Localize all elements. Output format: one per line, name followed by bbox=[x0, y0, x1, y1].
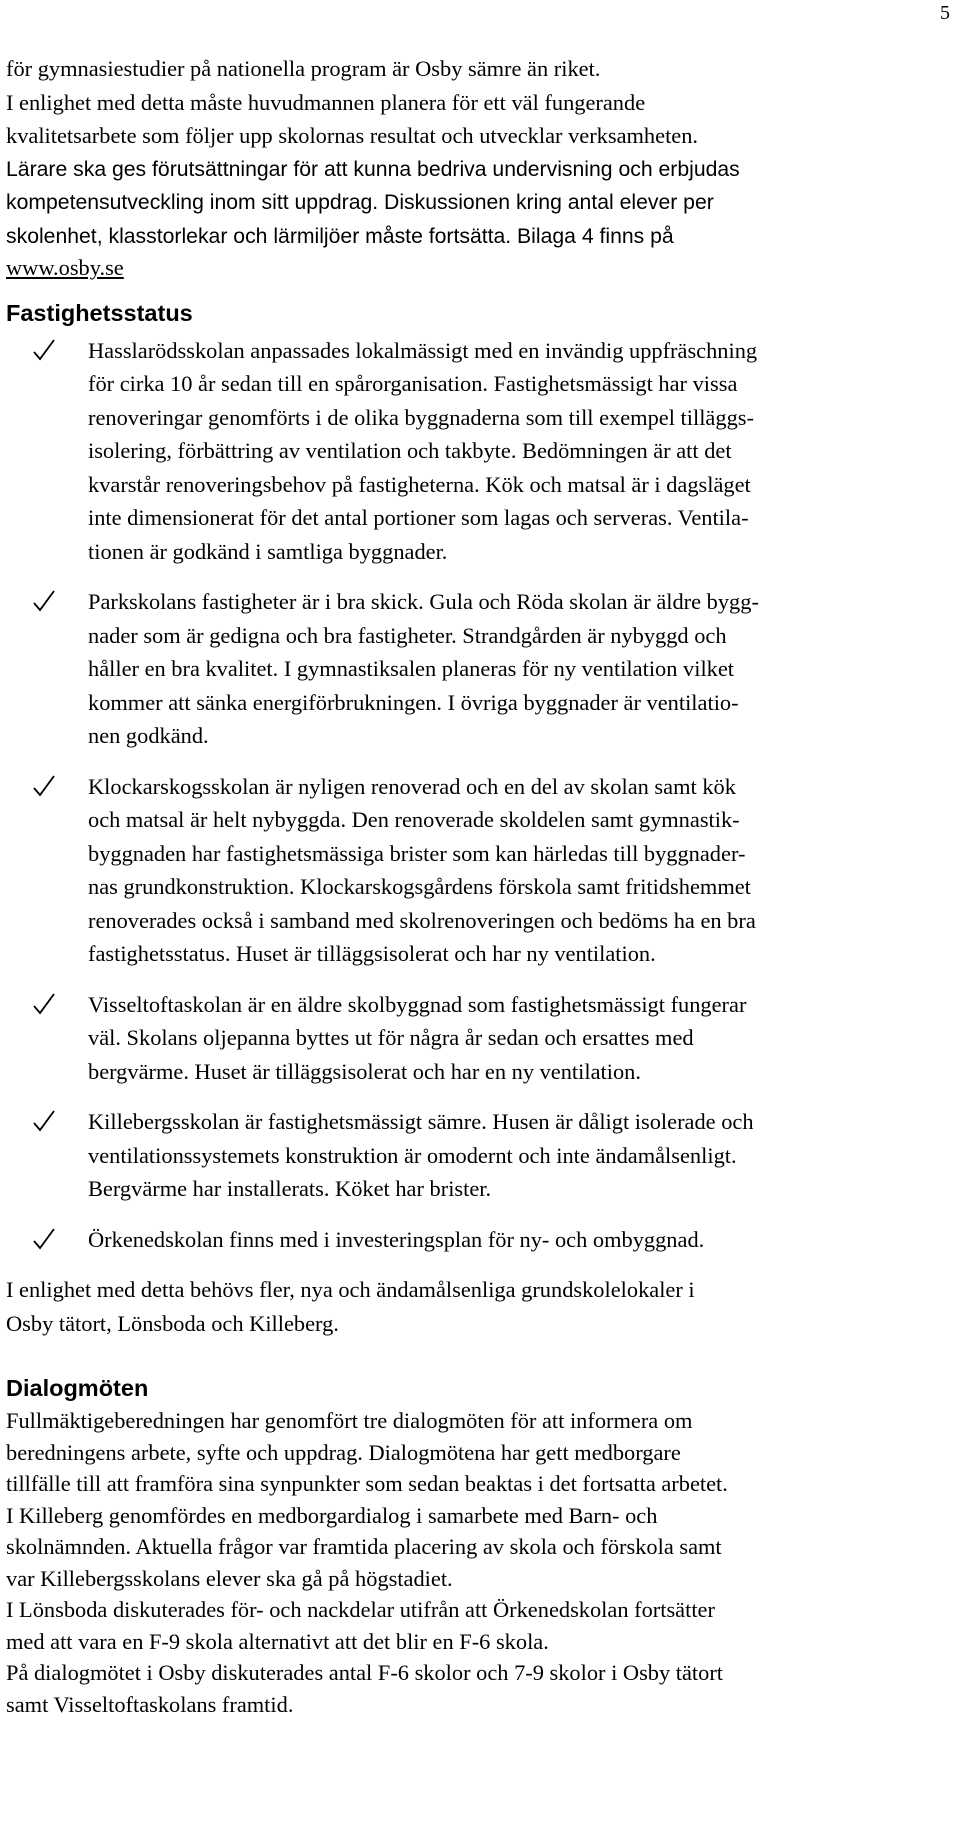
checklist-item-killebergsskolan bbox=[6, 1105, 950, 1206]
text-line: var Killebergsskolans elever ska gå på högstadiet. bbox=[6, 1565, 453, 1591]
intro-sans-paragraph bbox=[6, 153, 950, 254]
osby-website-link[interactable]: www.osby.se bbox=[6, 255, 124, 280]
text-line: I Killeberg genomfördes en medborgardialog i samarbete med Barn- och bbox=[6, 1502, 658, 1528]
page-number: 5 bbox=[940, 2, 950, 24]
text-line: renoverades också i samband med skolrenoveringen och bedöms ha en bra bbox=[88, 907, 756, 933]
text-line: ventilationssystemets konstruktion är omodernt och inte ändamålsenligt. bbox=[88, 1142, 737, 1168]
text-line: Örkenedskolan finns med i investeringsplan för ny- och ombyggnad. bbox=[88, 1226, 705, 1252]
text-line: skolenhet, klasstorlekar och lärmiljöer måste fortsätta. Bilaga 4 finns på bbox=[6, 224, 674, 248]
text-line: samt Visseltoftaskolans framtid. bbox=[6, 1691, 294, 1717]
text-line: med att vara en F-9 skola alternativt att det blir en F-6 skola. bbox=[6, 1628, 549, 1654]
text-line: byggnaden har fastighetsmässiga brister som kan härledas till byggnader- bbox=[88, 840, 746, 866]
text-line: Parkskolans fastigheter är i bra skick. Gula och Röda skolan är äldre bygg- bbox=[88, 589, 759, 614]
text-line: tionen är godkänd i samtliga byggnader. bbox=[88, 538, 448, 564]
text-line: I Lönsboda diskuterades för- och nackdelar utifrån att Örkenedskolan fortsätter bbox=[6, 1597, 715, 1622]
checkmark-icon bbox=[32, 773, 56, 799]
text-line: bergvärme. Huset är tilläggsisolerat och har en ny ventilation. bbox=[88, 1058, 641, 1084]
text-line: kompetensutveckling inom sitt uppdrag. Diskussionen kring antal elever per bbox=[6, 191, 714, 214]
text-line: renoveringar genomförts i de olika byggnaderna som till exempel tilläggs- bbox=[88, 404, 754, 430]
text-line: nas grundkonstruktion. Klockarskogsgårdens förskola samt fritidshemmet bbox=[88, 874, 751, 899]
text-line: håller en bra kvalitet. I gymnastiksalen planeras för ny ventilation vilket bbox=[88, 656, 735, 681]
checklist-item-parkskolan bbox=[6, 585, 950, 753]
checklist-item-orkenedskolan bbox=[6, 1223, 950, 1257]
text-line: för gymnasiestudier på nationella program är Osby sämre än riket. bbox=[6, 56, 601, 81]
text-line: Klockarskogsskolan är nyligen renoverad och en del av skolan samt kök bbox=[88, 773, 736, 799]
text-line: Fullmäktigeberedningen har genomfört tre dialogmöten för att informera om bbox=[6, 1408, 693, 1433]
text-line: kvalitetsarbete som följer upp skolornas resultat och utvecklar verksamheten. bbox=[6, 123, 699, 148]
checkmark-icon bbox=[32, 1108, 56, 1134]
text-line: för cirka 10 år sedan till en spårorganisation. Fastighetsmässigt har vissa bbox=[88, 371, 738, 396]
dialogmoten-paragraph bbox=[6, 1405, 950, 1720]
checkmark-icon bbox=[32, 588, 56, 614]
section-heading-dialogmoten: Dialogmöten bbox=[6, 1375, 149, 1401]
checklist-item-hasslarodsskolan bbox=[6, 334, 950, 569]
text-line: nen godkänd. bbox=[88, 723, 209, 748]
section-heading-fastighetsstatus: Fastighetsstatus bbox=[6, 299, 193, 326]
text-line: och matsal är helt nybyggda. Den renoverade skoldelen samt gymnastik- bbox=[88, 807, 740, 832]
text-line: isolering, förbättring av ventilation och takbyte. Bedömningen är att det bbox=[88, 438, 732, 463]
text-line: kommer att sänka energiförbrukningen. I övriga byggnader är ventilatio- bbox=[88, 689, 739, 715]
fastighetsstatus-conclusion bbox=[6, 1273, 950, 1340]
text-line: Hasslarödsskolan anpassades lokalmässigt med en invändig uppfräschning bbox=[88, 337, 758, 363]
checkmark-icon bbox=[32, 1226, 56, 1252]
checkmark-icon bbox=[32, 337, 56, 363]
checkmark-icon bbox=[32, 991, 56, 1017]
text-line: Visseltoftaskolan är en äldre skolbyggnad som fastighetsmässigt fungerar bbox=[88, 991, 747, 1017]
text-line: inte dimensionerat för det antal portioner som lagas och serveras. Ventila- bbox=[88, 505, 749, 530]
link-line bbox=[6, 251, 950, 285]
text-line: kvarstår renoveringsbehov på fastigheterna. Kök och matsal är i dagsläget bbox=[88, 471, 751, 497]
text-line: I enlighet med detta behövs fler, nya och ändamålsenliga grundskolelokaler i bbox=[6, 1277, 695, 1302]
text-line: Bergvärme har installerats. Köket har brister. bbox=[88, 1176, 492, 1201]
text-line: skolnämnden. Aktuella frågor var framtida placering av skola och förskola samt bbox=[6, 1534, 722, 1559]
text-line: nader som är gedigna och bra fastigheter. Strandgården är nybyggd och bbox=[88, 622, 727, 648]
intro-serif-paragraph bbox=[6, 52, 950, 153]
document-body bbox=[6, 52, 950, 1720]
checklist-item-klockarskogsskolan bbox=[6, 770, 950, 971]
text-line: tillfälle till att framföra sina synpunkter som sedan beaktas i det fortsatta arbetet. bbox=[6, 1471, 728, 1496]
text-line: I enlighet med detta måste huvudmannen planera för ett väl fungerande bbox=[6, 89, 646, 115]
text-line: fastighetsstatus. Huset är tilläggsisolerat och har ny ventilation. bbox=[88, 941, 656, 966]
text-line: Lärare ska ges förutsättningar för att kunna bedriva undervisning och erbjudas bbox=[6, 157, 740, 181]
text-line: väl. Skolans oljepanna byttes ut för några år sedan och ersattes med bbox=[88, 1025, 694, 1050]
text-line: Killebergsskolan är fastighetsmässigt sämre. Husen är dåligt isolerade och bbox=[88, 1109, 754, 1134]
text-line: beredningens arbete, syfte och uppdrag. Dialogmötena har gett medborgare bbox=[6, 1439, 681, 1465]
text-line: Osby tätort, Lönsboda och Killeberg. bbox=[6, 1310, 339, 1336]
checklist-item-visseltoftaskolan bbox=[6, 988, 950, 1089]
text-line: På dialogmötet i Osby diskuterades antal F-6 skolor och 7-9 skolor i Osby tätort bbox=[6, 1660, 724, 1685]
